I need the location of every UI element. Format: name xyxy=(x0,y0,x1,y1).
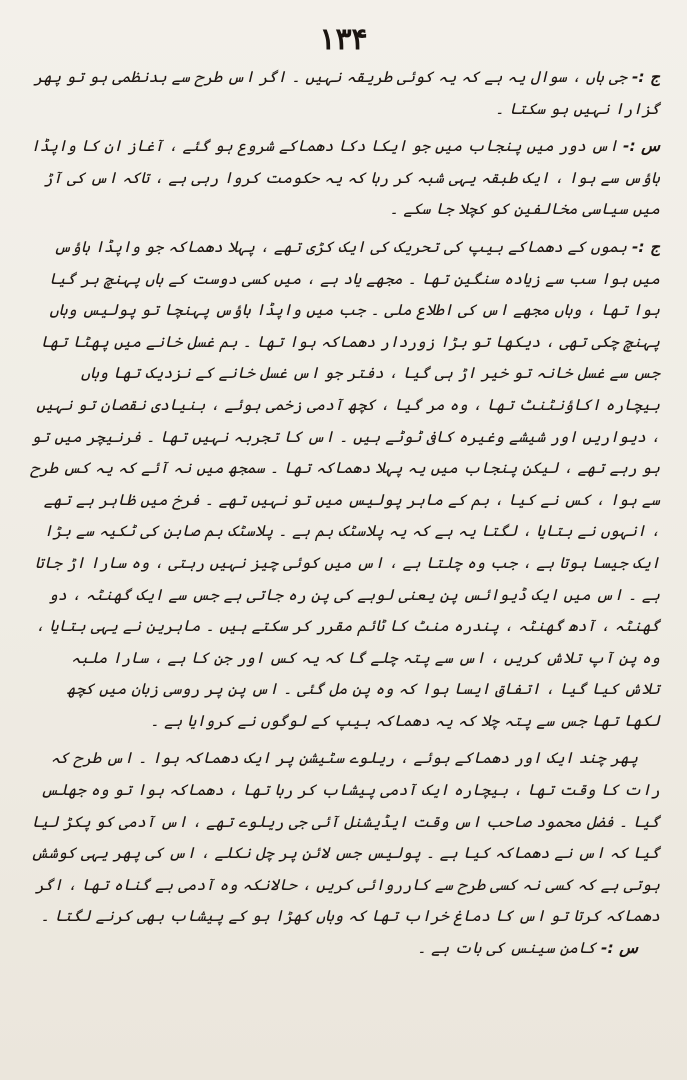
paragraph-text: اس دور میں پنجاب میں جو ایکا دکا دھماکے شروع ہو گئے ، آغاز ان کا واپڈا ہاؤس سے ہوا ، ایک طبقہ یہی شبہ کر رہا کہ یہ حکومت کروا رہی ہے ، تاکہ اس کی آڑ میں سیاسی مخالفین کو کچلا جا سکے ۔ xyxy=(30,137,660,219)
speaker-marker: ج :- xyxy=(631,68,660,86)
paragraph-continuation xyxy=(30,743,660,933)
paragraph-text: کامن سینس کی بات ہے ۔ xyxy=(417,939,597,958)
paragraph-text: جی ہاں ، سوال یہ ہے کہ یہ کوئی طریقہ نہیں ۔ اگر اس طرح سے بدنظمی ہو تو پھر گزارا نہیں ہو سکتا ۔ xyxy=(33,68,660,118)
interview-text xyxy=(30,62,660,965)
speaker-marker: س :- xyxy=(601,939,638,958)
paragraph-text: بموں کے دھماکے بیپ کی تحریک کی ایک کڑی تھے ، پہلا دھماکہ جو واپڈا ہاؤس میں ہوا سب سے زیادہ سنگین تھا ۔ مجھے یاد ہے ، میں کسی دوست کے ہاں پہنچ ہر گیا ہوا تھا ، وہاں مجھے اس کی اطلاع ملی ۔ جب میں واپڈا ہاؤس پہنچا تو پولیس وہاں پہنچ چکی تھی ، دیکھا تو بڑا زوردار دھماکہ ہوا تھا ۔ بم غسل خانے میں پھٹا تھا جس سے غسل خانہ تو خیر اڑ ہی گیا ، دفتر جو اس غسل خانے کے نزدیک تھا وہاں بیچارہ اکاؤنٹنٹ تھا ، وہ مر گیا ، کچھ آدمی زخمی ہوئے ، بنیادی نقصان تو نہیں ، دیواریں اور شیشے وغیرہ کافی ٹوٹے ہیں ۔ اس کا تجربہ نہیں تھا ۔ فرنیچر میں تو ہو رہے تھے ، لیکن پنجاب میں یہ پہلا دھماکہ تھا ۔ سمجھ میں نہ آئے کہ یہ کس طرح سے ہوا ، کس نے کیا ، بم کے ماہر پولیس میں تو نہیں تھے ۔ فرخ میں ظاہر ہے تھے ، انہوں نے بتایا ، لگتا یہ ہے کہ یہ پلاسٹک بم ہے ۔ پلاسٹک بم صابن کی ٹکیہ سے بڑا ایک جیسا ہوتا ہے ، جب وہ چلتا ہے ، اس میں کوئی چیز نہیں رہتی ، وہ سارا اڑ جاتا ہے ۔ اس میں ایک ڈیوائس پن یعنی لوہے کی پن رہ جاتی ہے جس سے ایک گھنٹہ ، دو گھنٹہ ، آدھ گھنٹہ ، پندرہ منٹ کا ٹائم مقرر کر سکتے ہیں ۔ ماہرین نے یہی بتایا ، وہ پن آپ تلاش کریں ، اس سے پتہ چلے گا کہ یہ کس اور جن کا ہے ، سارا ملبہ تلاش کیا گیا ، اتفاق ایسا ہوا کہ وہ پن مل گئی ۔ اس پن پر روسی زبان میں کچھ لکھا تھا جس سے پتہ چلا کہ یہ دھماکہ بیپ کے لوگوں نے کروایا ہے ۔ xyxy=(30,237,660,730)
paragraph-question-2 xyxy=(30,933,660,965)
paragraph-answer-2 xyxy=(30,232,660,738)
page-number: ۱۳۴ xyxy=(319,22,368,57)
speaker-marker: س :- xyxy=(623,137,660,156)
speaker-marker: ج :- xyxy=(631,237,660,256)
paragraph-text: پھر چند ایک اور دھماکے ہوئے ، ریلوے سٹیشن پر ایک دھماکہ ہوا ۔ اس طرح کہ رات کا وقت تھا ، بیچارہ ایک آدمی پیشاب کر رہا تھا ، دھماکہ ہوا تو وہ جھلس گیا ۔ فضل محمود صاحب اس وقت ایڈیشنل آئی جی ریلوے تھے ، اس آدمی کو پکڑ لیا گیا کہ اس نے دھماکہ کیا ہے ۔ پولیس جس لائن پر چل نکلے ، اس کی پھر یہی کوشش ہوتی ہے کہ کسی نہ کسی طرح سے کارروائی کریں ، حالانکہ وہ آدمی بے گناہ تھا ، اگر دھماکہ کرتا تو اس کا دماغ خراب تھا کہ وہاں کھڑا ہو کے پیشاب بھی کرنے لگتا ۔ xyxy=(30,749,660,926)
paragraph-answer-1 xyxy=(30,62,660,125)
paragraph-question-1 xyxy=(30,131,660,226)
